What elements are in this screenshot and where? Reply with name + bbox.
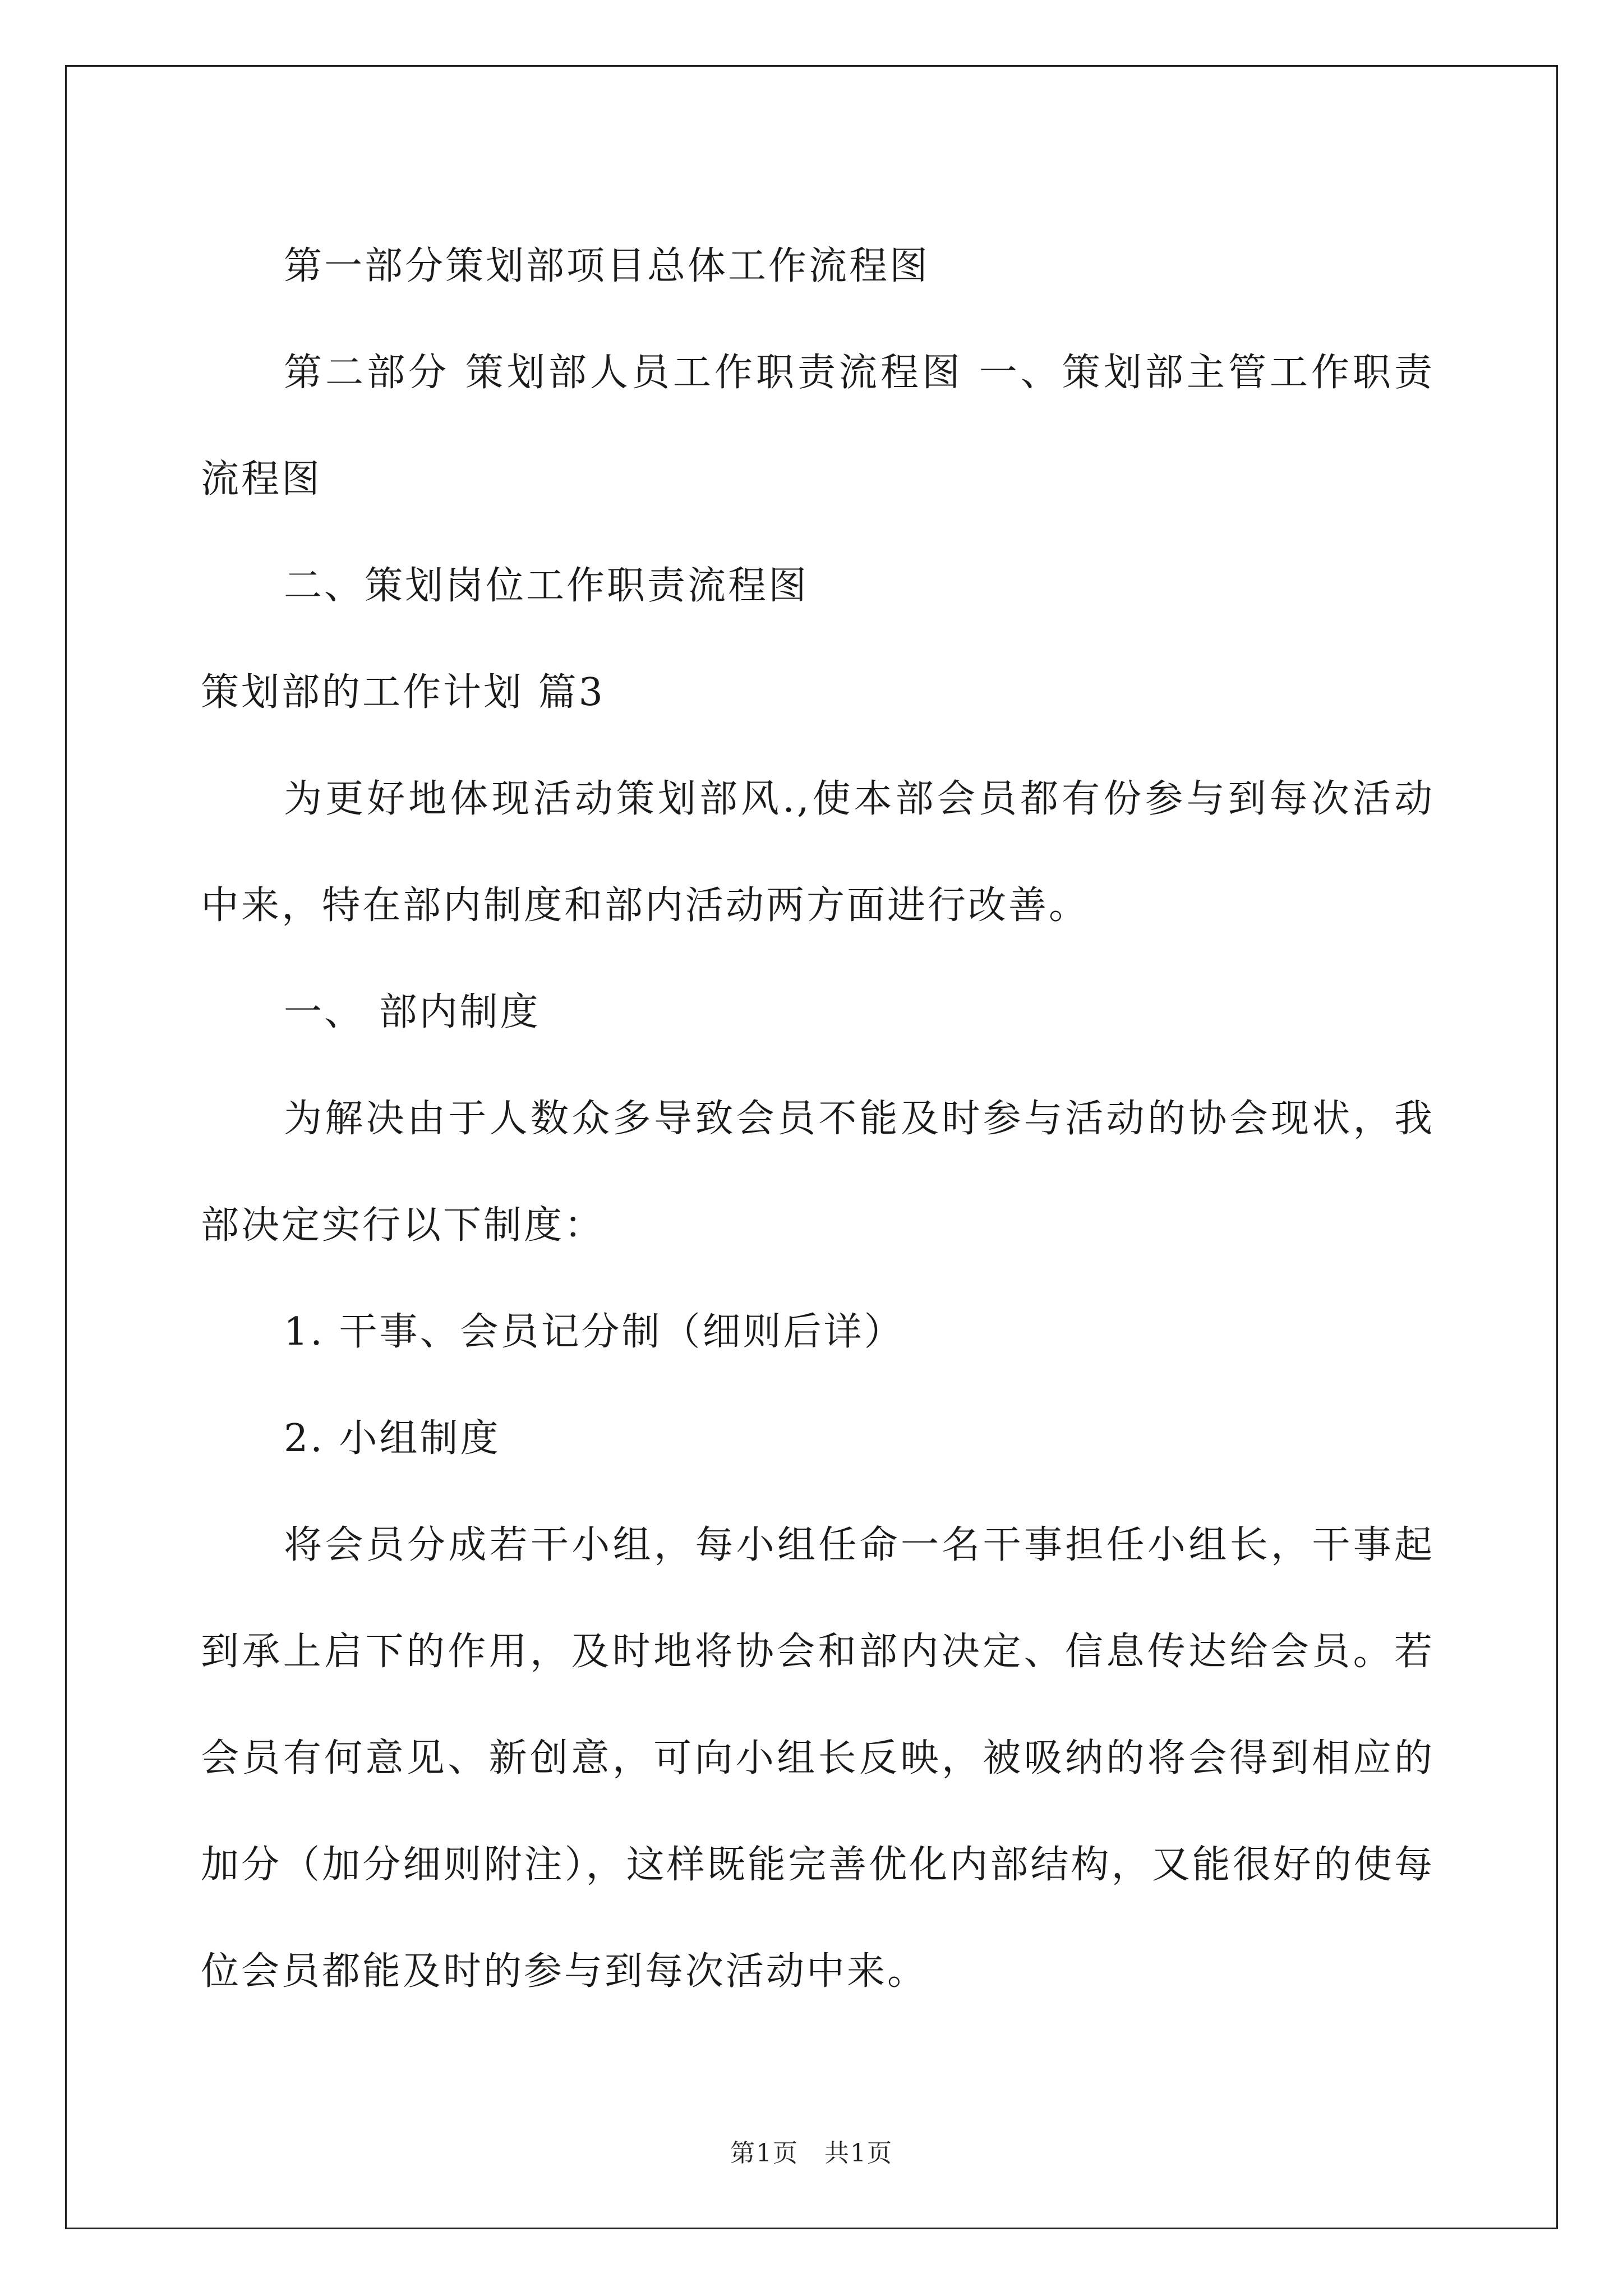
document-body [201,213,1435,2025]
paragraph-article-heading: 策划部的工作计划 篇3 [201,670,605,715]
paragraph-intro: 为更好地体现活动策划部风.,使本部会员都有份参与到每次活动中来，特在部内制度和部内活动两方面进行改善。 [201,777,1435,928]
paragraph-item-1: 1. 干事、会员记分制（细则后详） [284,1310,905,1354]
paragraph-internal-system-heading: 一、 部内制度 [284,990,541,1034]
paragraph-item-2: 2. 小组制度 [284,1416,501,1461]
page-footer: 第1页 共1页 [730,2139,893,2168]
paragraph-system-rationale: 为解决由于人数众多导致会员不能及时参与活动的协会现状，我部决定实行以下制度： [201,1097,1435,1248]
paragraph-section-1-title: 第一部分策划部项目总体工作流程图 [284,244,930,288]
paragraph-planning-post: 二、策划岗位工作职责流程图 [284,564,809,608]
paragraph-section-2-title: 第二部分 策划部人员工作职责流程图 一、策划部主管工作职责流程图 [201,351,1435,501]
paragraph-group-system-detail: 将会员分成若干小组，每小组任命一名干事担任小组长，干事起到承上启下的作用，及时地将协会和部内决定、信息传达给会员。若会员有何意见、新创意，可向小组长反映，被吸纳的将会得到相应的加分（加分细则附注），这样既能完善优化内部结构，又能很好的使每位会员都能及时的参与到每次活动中来。 [201,1523,1435,1994]
